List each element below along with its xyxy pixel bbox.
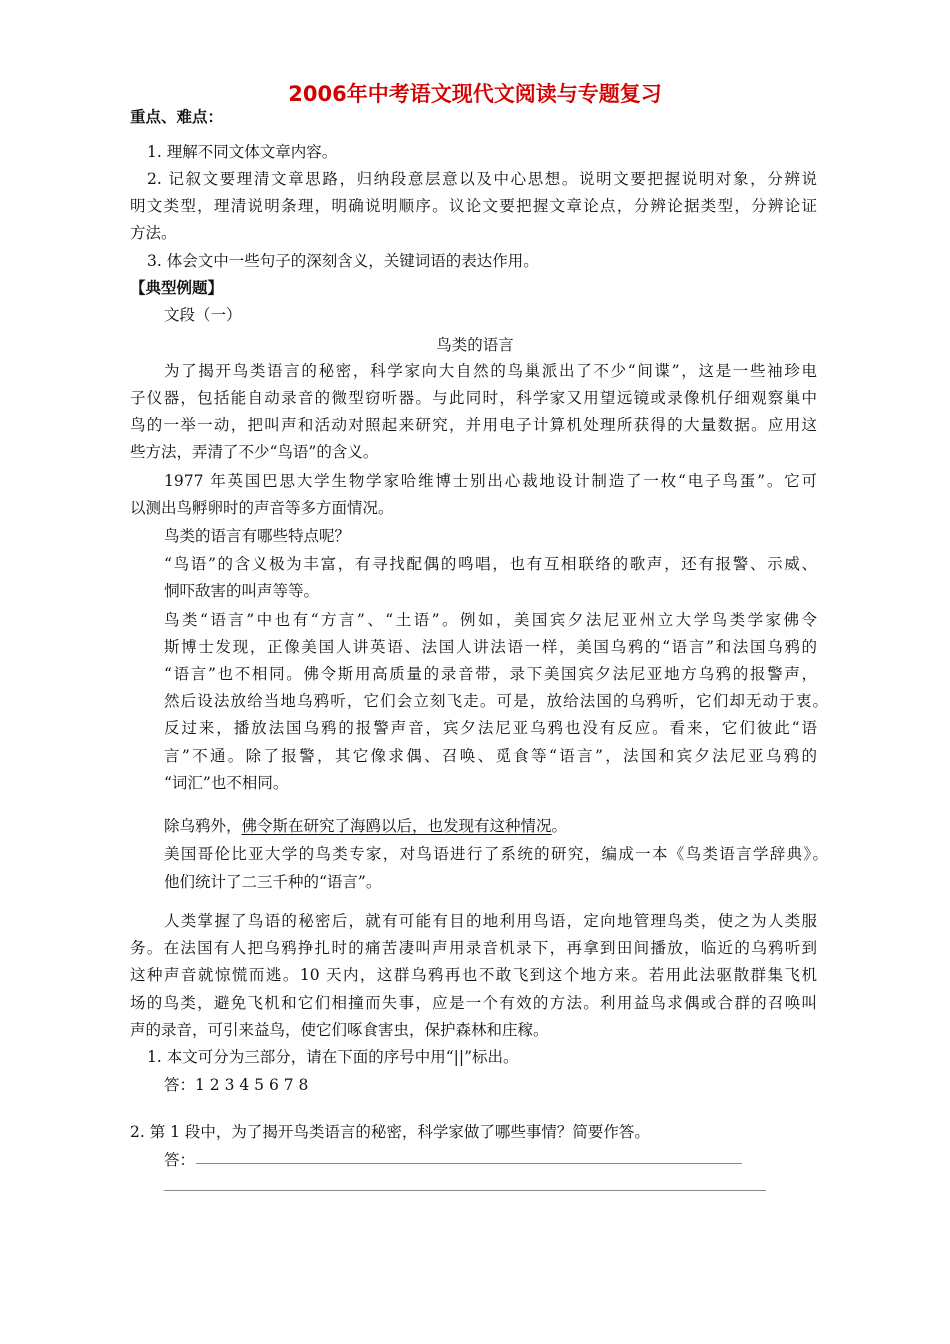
key-point-2-line: 明文类型，理清说明条理，明确说明顺序。议论文要把握文章论点，分辨论据类型，分辨论证 (130, 197, 817, 215)
paragraph-6-text: 除乌鸦外， (164, 817, 242, 835)
paragraph-8-line: 场的鸟类，避免飞机和它们相撞而失事，应是一个有效的方法。利用益鸟求偶或合群的召唤叫 (130, 994, 817, 1012)
paragraph-5-line: 斯博士发现，正像美国人讲英语、法国人讲法语一样，美国乌鸦的“语言”和法国乌鸦的 (164, 638, 817, 656)
paragraph-7-line: 美国哥伦比亚大学的鸟类专家，对鸟语进行了系统的研究，编成一本《鸟类语言学辞典》。 (164, 845, 828, 863)
paragraph-3: 鸟类的语言有哪些特点呢？ (164, 527, 351, 545)
paragraph-4-line: “鸟语”的含义极为丰富，有寻找配偶的鸣唱，也有互相联络的歌声，还有报警、示威、 (164, 555, 817, 573)
paragraph-8-line: 声的录音，可引来益鸟，使它们啄食害虫，保护森林和庄稼。 (130, 1021, 549, 1039)
paragraph-1-line: 为了揭开鸟类语言的秘密，科学家向大自然的鸟巢派出了不少“间谍”，这是一些袖珍电 (164, 362, 817, 380)
question-1: 1. 本文可分为三部分，请在下面的序号中用“||”标出。 (147, 1048, 519, 1066)
document-title: 2006年中考语文现代文阅读与专题复习 (288, 82, 662, 106)
underlined-sentence: 佛令斯在研究了海鸥以后，也发现有这种情况 (241, 817, 552, 835)
paragraph-8-line: 务。在法国有人把乌鸦挣扎时的痛苦凄叫声用录音机录下，再拿到田间播放，临近的乌鸦听到 (130, 939, 817, 957)
question-2: 2. 第 1 段中，为了揭开鸟类语言的秘密，科学家做了哪些事情？简要作答。 (130, 1123, 650, 1141)
paragraph-8-line: 人类掌握了鸟语的秘密后，就有可能有目的地利用鸟语，定向地管理鸟类，使之为人类服 (164, 912, 817, 930)
paragraph-6 (164, 815, 567, 837)
question-1-answer: 答：1 2 3 4 5 6 7 8 (164, 1076, 309, 1094)
paragraph-1-line: 子仪器，包括能自动录音的微型窃听器。与此同时，科学家又用望远镜或录像机仔细观察巢中 (130, 389, 817, 407)
paragraph-1-line: 鸟的一举一动，把叫声和活动对照起来研究，并用电子计算机处理所获得的大量数据。应用这 (130, 416, 817, 434)
paragraph-8-line: 这种声音就惊慌而逃。10 天内，这群乌鸦再也不敢飞到这个地方来。若用此法驱散群集飞机 (130, 966, 817, 984)
paragraph-4-line: 恫吓敌害的叫声等等。 (164, 582, 320, 600)
paragraph-1-line: 些方法，弄清了不少“鸟语”的含义。 (130, 443, 379, 461)
paragraph-6-end: 。 (551, 817, 568, 835)
paragraph-5-line: 然后设法放给当地乌鸦听，它们会立刻飞走。可是，放给法国的乌鸦听，它们却无动于衷。 (164, 692, 828, 710)
paragraph-5-line: 反过来，播放法国乌鸦的报警声音，宾夕法尼亚乌鸦也没有反应。看来，它们彼此“语 (164, 719, 817, 737)
article-title: 鸟类的语言 (436, 336, 514, 354)
paragraph-5-line: “语言”也不相同。佛令斯用高质量的录音带，录下美国宾夕法尼亚地方乌鸦的报警声， (164, 665, 817, 683)
paragraph-5-line: 言”不通。除了报警，其它像求偶、召唤、觅食等“语言”，法国和宾夕法尼亚乌鸦的 (164, 747, 817, 765)
paragraph-2-line: 以测出鸟孵卵时的声音等多方面情况。 (130, 499, 394, 517)
paragraph-5-line: “词汇”也不相同。 (164, 774, 289, 792)
examples-heading: 【典型例题】 (130, 279, 224, 297)
key-point-1: 1. 理解不同文体文章内容。 (147, 143, 338, 161)
paragraph-2-line: 1977 年英国巴思大学生物学家哈维博士别出心裁地设计制造了一枚“电子鸟蛋”。它可 (164, 472, 817, 490)
answer-blank-line[interactable] (196, 1163, 742, 1164)
key-point-2-line: 方法。 (130, 224, 177, 242)
answer-blank-line[interactable] (164, 1190, 766, 1191)
key-point-3: 3. 体会文中一些句子的深刻含义，关键词语的表达作用。 (147, 252, 539, 270)
key-points-heading: 重点、难点： (130, 108, 224, 126)
paragraph-5-line: 鸟类“语言”中也有“方言”、“土语”。例如，美国宾夕法尼亚州立大学鸟类学家佛令 (164, 611, 817, 629)
key-point-2-line: 2. 记叙文要理清文章思路，归纳段意层意以及中心思想。说明文要把握说明对象，分辨说 (147, 170, 817, 188)
question-2-answer-label: 答： (164, 1151, 196, 1169)
paragraph-7-line: 他们统计了二三千种的“语言”。 (164, 873, 382, 891)
passage-label: 文段（一） (164, 306, 242, 324)
